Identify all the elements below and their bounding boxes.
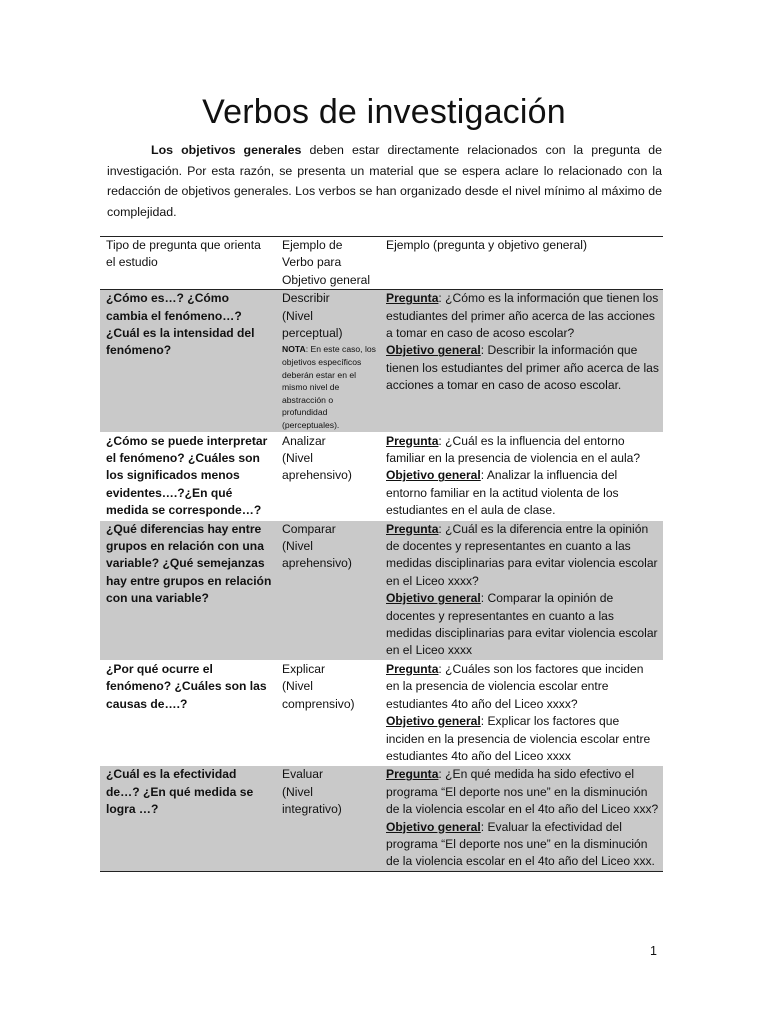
- question-type-cell: ¿Qué diferencias hay entre grupos en relación con una variable? ¿Qué semejanzas hay entre grupos en relación con una variable?: [100, 520, 276, 660]
- pregunta-text: : ¿Cómo es la información que tienen los estudiantes del primer año acerca de las acciones a tomar en caso de acoso escolar?: [386, 291, 659, 341]
- objetivo-label: Objetivo general: [386, 714, 481, 729]
- verb-level: (Nivel comprensivo): [282, 679, 355, 711]
- objective-example: [386, 467, 659, 519]
- verb-level: (Nivel aprehensivo): [282, 451, 352, 483]
- table-row: [100, 660, 663, 765]
- verb-name: Analizar: [282, 433, 326, 448]
- objetivo-text: : Comparar la opinión de docentes y representantes en cuanto a las medidas disciplinarias para evitar violencia escolar en el Liceo xxxx: [386, 591, 658, 658]
- objetivo-label: Objetivo general: [386, 819, 481, 834]
- objetivo-text: : Analizar la influencia del entorno familiar en la actitud violenta de los estudiantes en el aula de clase.: [386, 468, 619, 518]
- header-verb-example: Ejemplo de Verbo para Objetivo general: [276, 237, 380, 290]
- verb-cell: [276, 432, 380, 520]
- question-type-cell: ¿Cómo es…? ¿Cómo cambia el fenómeno…? ¿Cuál es la intensidad del fenómeno?: [100, 290, 276, 432]
- objetivo-label: Objetivo general: [386, 343, 481, 358]
- pregunta-text: : ¿En qué medida ha sido efectivo el programa “El deporte nos une” en la disminución de la violencia escolar en el 4to año del Liceo xxx?: [386, 767, 659, 817]
- page-number: 1: [650, 944, 657, 958]
- table-header-row: [100, 237, 663, 290]
- pregunta-label: Pregunta: [386, 767, 439, 782]
- verb-name: Evaluar: [282, 767, 324, 782]
- question-example: [386, 521, 659, 591]
- verb-level: (Nivel aprehensivo): [282, 539, 352, 571]
- intro-paragraph: [107, 140, 662, 222]
- verb-cell: [276, 290, 380, 432]
- example-cell: [380, 432, 663, 520]
- note-label: NOTA: [282, 344, 306, 355]
- document-title: Verbos de investigación: [202, 93, 566, 131]
- verb-cell: [276, 766, 380, 871]
- example-cell: [380, 766, 663, 871]
- question-example: [386, 766, 659, 818]
- question-example: [386, 661, 659, 713]
- verb-level: (Nivel integrativo): [282, 784, 342, 817]
- verb-name: Explicar: [282, 661, 326, 676]
- research-verbs-table: [100, 236, 663, 872]
- verb-name: Comparar: [282, 521, 336, 536]
- objective-example: [386, 713, 659, 765]
- pregunta-text: : ¿Cuál es la influencia del entorno familiar en la presencia de violencia en el aula?: [386, 433, 641, 465]
- pregunta-text: : ¿Cuál es la diferencia entre la opinión de docentes y representantes en cuanto a las medidas disciplinarias para evitar violencia escolar en el Liceo xxxx?: [386, 521, 658, 588]
- intro-bold-term: Los objetivos generales: [151, 143, 302, 157]
- objetivo-text: : Explicar los factores que inciden en la presencia de violencia escolar entre estudiantes 4to año del Liceo xxxx: [386, 714, 651, 763]
- verb-cell: [276, 520, 380, 660]
- pregunta-label: Pregunta: [386, 521, 439, 536]
- pregunta-text: : ¿Cuáles son los factores que inciden en la presencia de violencia escolar entre estudiantes 4to año del Liceo xxxx?: [386, 661, 644, 711]
- table-row: [100, 290, 663, 432]
- example-cell: [380, 290, 663, 432]
- objetivo-text: : Describir la información que tienen los estudiantes del primer año acerca de las acciones a tomar en caso de acoso escolar.: [386, 343, 659, 393]
- objective-example: [386, 819, 659, 871]
- intro-text: deben estar directamente relacionados con la pregunta de investigación. Por esta razón, se presenta un material que se espera aclare lo relacionado con la redacción de objetivos generales. Los verbos se han organizado desde el nivel mínimo al máximo de complejidad.: [107, 143, 663, 219]
- table-row: [100, 520, 663, 660]
- note-body: : En este caso, los objetivos específicos deberán estar en el mismo nivel de abstracción o profundidad (perceptuales).: [282, 344, 376, 430]
- table-row: [100, 432, 663, 520]
- pregunta-label: Pregunta: [386, 433, 439, 448]
- pregunta-label: Pregunta: [386, 291, 439, 306]
- objetivo-text: : Evaluar la efectividad del programa “El deporte nos une” en la disminución de la violencia escolar en el 4to año del Liceo xxx.: [386, 819, 655, 869]
- question-example: [386, 433, 659, 468]
- verb-cell: [276, 660, 380, 765]
- header-question-type: Tipo de pregunta que orienta el estudio: [100, 237, 276, 290]
- note-text: [282, 343, 376, 431]
- question-type-cell: ¿Cuál es la efectividad de…? ¿En qué medida se logra …?: [100, 766, 276, 871]
- question-type-cell: ¿Por qué ocurre el fenómeno? ¿Cuáles son las causas de….?: [100, 660, 276, 765]
- pregunta-label: Pregunta: [386, 661, 439, 676]
- table-row: [100, 766, 663, 871]
- objetivo-label: Objetivo general: [386, 591, 481, 606]
- example-cell: [380, 520, 663, 660]
- verb-name: Describir: [282, 291, 330, 306]
- objective-example: [386, 590, 659, 660]
- verb-level: (Nivel perceptual): [282, 308, 343, 341]
- objective-example: [386, 342, 659, 394]
- header-example: Ejemplo (pregunta y objetivo general): [380, 237, 663, 290]
- question-example: [386, 290, 659, 342]
- question-type-cell: ¿Cómo se puede interpretar el fenómeno? ¿Cuáles son los significados menos evidentes….?¿En qué medida se corresponde…?: [100, 432, 276, 520]
- example-cell: [380, 660, 663, 765]
- objetivo-label: Objetivo general: [386, 468, 481, 483]
